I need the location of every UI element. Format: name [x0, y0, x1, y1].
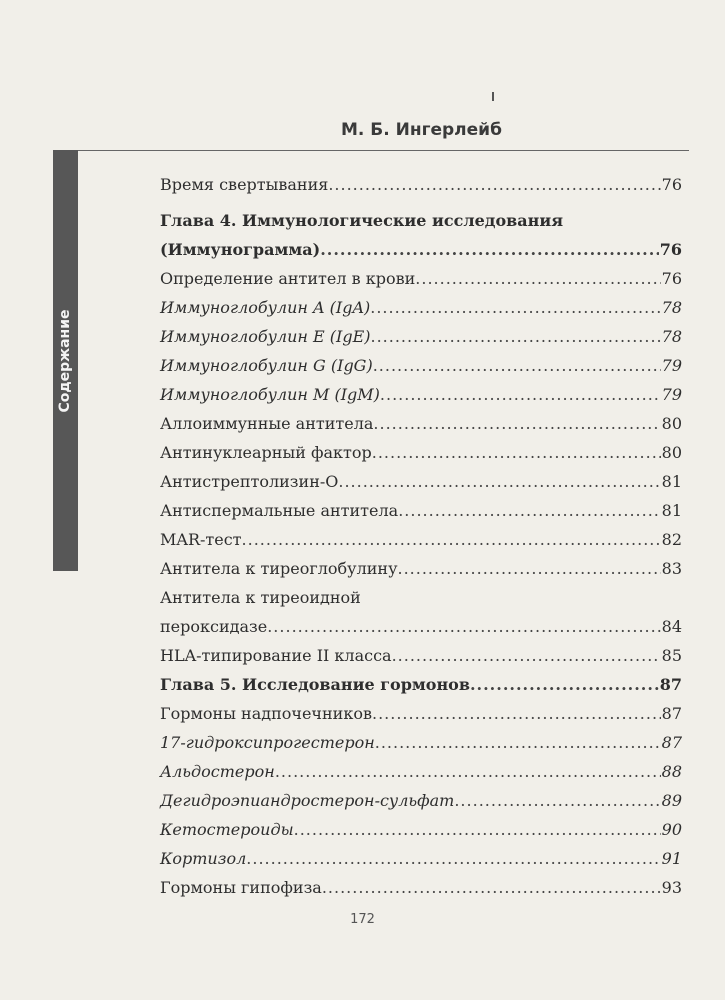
toc-entry-title: Дегидроэпиандростерон-сульфат	[160, 791, 455, 810]
toc-entry[interactable]	[160, 467, 682, 496]
toc-entry-page: 76	[661, 269, 682, 288]
toc-entry[interactable]	[160, 409, 682, 438]
toc-entry-title: Аллоиммунные антитела	[160, 414, 374, 433]
leader-dots	[370, 293, 660, 322]
toc-entry-page: 85	[661, 646, 682, 665]
toc-entry-title: Гормоны гипофиза	[160, 878, 322, 897]
toc-entry[interactable]	[160, 264, 682, 293]
toc-entry-page: 76	[659, 240, 682, 259]
page-number: 172	[350, 912, 375, 927]
leader-dots	[371, 322, 661, 351]
toc-entry-page: 82	[661, 530, 682, 549]
leader-dots	[322, 873, 661, 902]
toc-entry[interactable]	[160, 496, 682, 525]
leader-dots	[328, 170, 660, 199]
toc-entry[interactable]	[160, 380, 682, 409]
toc-entry-page: 80	[661, 443, 682, 462]
toc-entry[interactable]	[160, 554, 682, 583]
sidebar-label: Содержание	[57, 309, 73, 413]
toc-entry-page: 76	[661, 175, 682, 194]
toc-entry[interactable]	[160, 815, 682, 844]
toc-entry-title: Альдостерон	[160, 762, 275, 781]
toc-entry-page: 84	[661, 617, 682, 636]
leader-dots	[380, 380, 661, 409]
toc-entry-page: 87	[661, 733, 682, 752]
toc-entry-title: Антистрептолизин-О	[160, 472, 339, 491]
toc-entry-page: 79	[661, 356, 682, 375]
toc-entry-title: Определение антител в крови	[160, 269, 416, 288]
toc-entry[interactable]	[160, 351, 682, 380]
toc-entry-title: Иммуноглобулин M (IgM)	[160, 385, 380, 404]
toc-entry[interactable]	[160, 293, 682, 322]
toc-entry-page: 79	[661, 385, 682, 404]
toc-entry[interactable]	[160, 525, 682, 554]
toc-entry-page: 78	[661, 298, 682, 317]
toc-entry[interactable]	[160, 786, 682, 815]
toc-entry-title: (Иммунограмма)	[160, 240, 321, 259]
toc-entry[interactable]	[160, 728, 682, 757]
toc-entry-page: 87	[661, 704, 682, 723]
leader-dots	[372, 699, 661, 728]
toc-entry-title: MAR-тест	[160, 530, 242, 549]
toc-entry-title: Иммуноглобулин A (IgA)	[160, 298, 371, 317]
toc-entry-title: Время свертывания	[160, 175, 329, 194]
toc-entry-title: Иммуноглобулин E (IgE)	[160, 327, 371, 346]
toc-entry-page: 80	[661, 414, 682, 433]
toc-entry-page: 81	[661, 472, 682, 491]
running-header-author: М. Б. Ингерлейб	[341, 120, 502, 140]
leader-dots	[392, 641, 661, 670]
leader-dots	[470, 670, 659, 699]
toc-entry-page: 91	[661, 849, 682, 868]
leader-dots	[267, 612, 660, 641]
toc-entry-page: 88	[661, 762, 682, 781]
toc-entry[interactable]	[160, 844, 682, 873]
toc-entry[interactable]	[160, 170, 682, 199]
toc-entry-title: Кортизол	[160, 849, 247, 868]
leader-dots	[398, 496, 660, 525]
leader-dots	[294, 815, 661, 844]
chapter-title-line: Глава 4. Иммунологические исследования	[160, 211, 564, 230]
toc-entry[interactable]	[160, 757, 682, 786]
toc-entry-page: 78	[661, 327, 682, 346]
toc-entry-title: Гормоны надпочечников	[160, 704, 372, 723]
leader-dots	[275, 757, 661, 786]
toc-entry[interactable]	[160, 322, 682, 351]
toc-entry-title: Антитела к тиреоглобулину	[160, 559, 398, 578]
print-mark	[492, 92, 494, 101]
leader-dots	[320, 235, 659, 264]
leader-dots	[338, 467, 660, 496]
leader-dots	[372, 438, 661, 467]
toc-entry-title-line: Антитела к тиреоидной	[160, 588, 361, 607]
toc-entry[interactable]	[160, 641, 682, 670]
toc-entry-title: пероксидазе	[160, 617, 268, 636]
leader-dots	[242, 525, 661, 554]
leader-dots	[415, 264, 660, 293]
toc-entry-title: 17-гидроксипрогестерон	[160, 733, 375, 752]
toc-entry[interactable]	[160, 699, 682, 728]
toc-entry-title: Антинуклеарный фактор	[160, 443, 372, 462]
table-of-contents	[160, 170, 682, 902]
toc-entry-title: Иммуноглобулин G (IgG)	[160, 356, 373, 375]
leader-dots	[373, 351, 661, 380]
leader-dots	[397, 554, 660, 583]
toc-entry[interactable]	[160, 612, 682, 641]
toc-entry[interactable]	[160, 873, 682, 902]
leader-dots	[454, 786, 660, 815]
toc-entry-page: 93	[661, 878, 682, 897]
toc-entry-title: Кетостероиды	[160, 820, 294, 839]
toc-entry-title: Антиспермальные антитела	[160, 501, 399, 520]
toc-entry-title: HLA-типирование II класса	[160, 646, 392, 665]
toc-entry[interactable]	[160, 438, 682, 467]
toc-chapter-entry[interactable]	[160, 670, 682, 699]
leader-dots	[375, 728, 661, 757]
header-rule	[62, 150, 689, 151]
toc-entry-page: 89	[661, 791, 682, 810]
toc-chapter-entry[interactable]	[160, 235, 682, 264]
leader-dots	[373, 409, 660, 438]
toc-entry-page: 90	[661, 820, 682, 839]
toc-entry-page: 81	[661, 501, 682, 520]
toc-entry-page: 83	[661, 559, 682, 578]
toc-entry-title: Глава 5. Исследование гормонов	[160, 675, 470, 694]
leader-dots	[246, 844, 660, 873]
toc-entry-page: 87	[659, 675, 682, 694]
